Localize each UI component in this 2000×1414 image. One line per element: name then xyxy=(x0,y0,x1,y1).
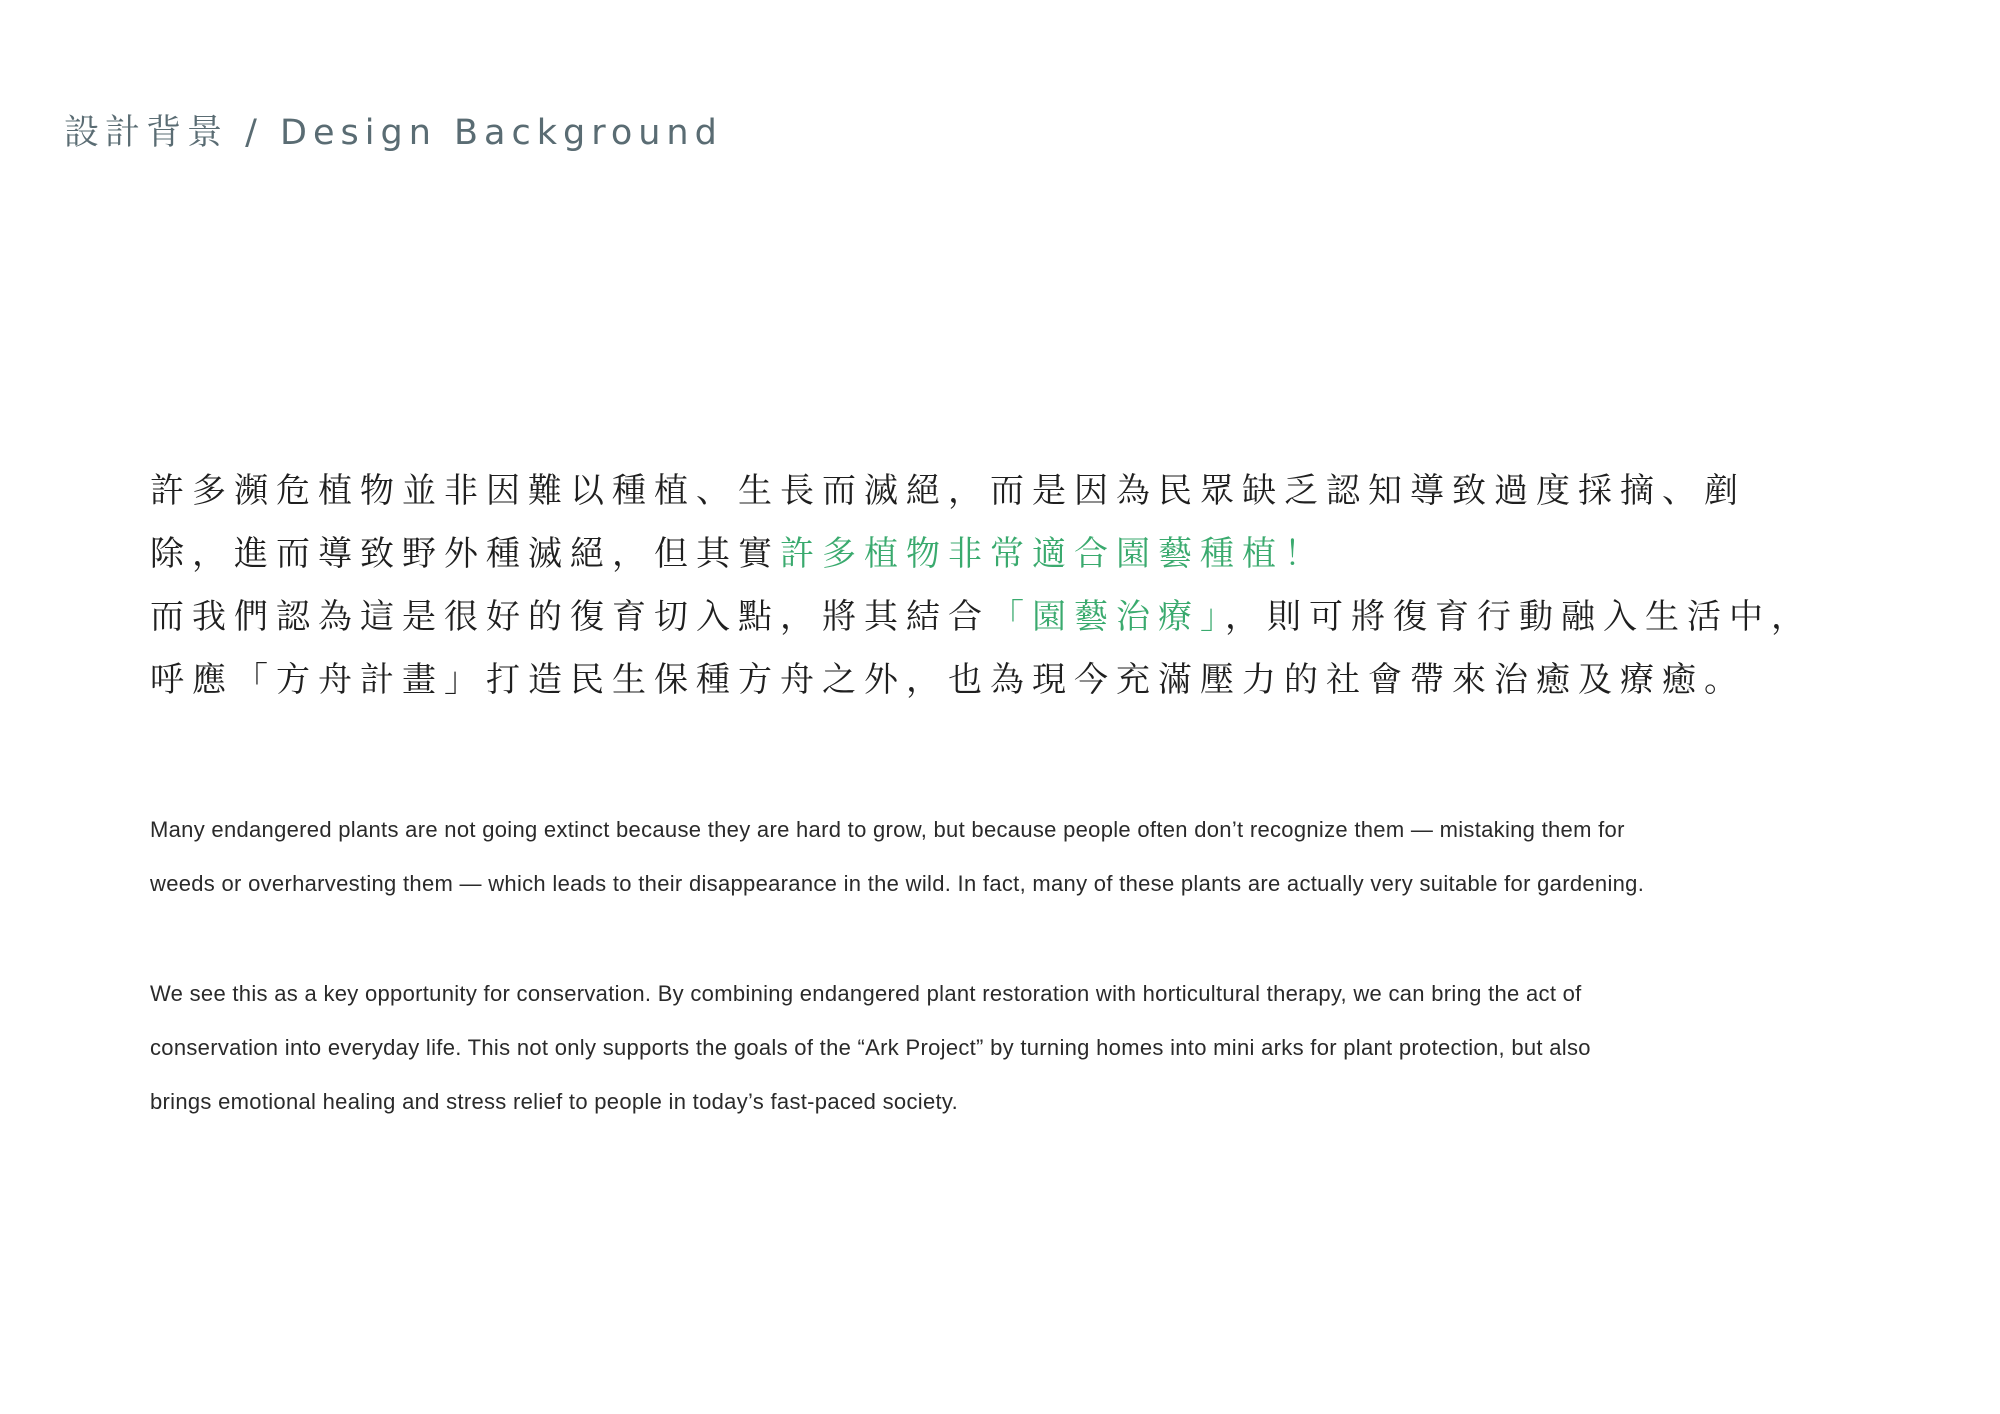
english-p2-line-2: conservation into everyday life. This not only supports the goals of the “Ark Project” by turning homes into mini arks for plant protection, but also xyxy=(150,1035,1591,1060)
page-title: 設計背景 / Design Background xyxy=(64,113,723,153)
chinese-line-1: 許多瀕危植物並非因難以種植、生長而滅絕，而是因為民眾缺乏認知導致過度採摘、剷 xyxy=(150,471,1746,511)
chinese-line-3-text-b: ，則可將復育行動融入生活中， xyxy=(1225,597,1813,637)
chinese-line-4: 呼應「方舟計畫」打造民生保種方舟之外，也為現今充滿壓力的社會帶來治癒及療癒。 xyxy=(150,660,1746,700)
english-p2-line-1: We see this as a key opportunity for conservation. By combining endangered plant restoration with horticultural therapy, we can bring the act of xyxy=(150,981,1582,1006)
english-paragraph-2 xyxy=(150,967,1930,1129)
gardening-highlight: 許多植物非常適合園藝種植！ xyxy=(780,534,1326,574)
english-paragraph-1 xyxy=(150,803,1930,911)
horticultural-therapy-highlight: 「園藝治療」 xyxy=(990,597,1225,637)
english-p1-line-2: weeds or overharvesting them — which leads to their disappearance in the wild. In fact, many of these plants are actually very suitable for gardening. xyxy=(150,871,1645,896)
chinese-line-3 xyxy=(150,586,1970,649)
chinese-line-2-text: 除，進而導致野外種滅絕，但其實 xyxy=(150,534,780,574)
chinese-paragraph xyxy=(150,460,1970,712)
english-p1-line-1: Many endangered plants are not going extinct because they are hard to grow, but because people often don’t recognize them — mistaking them for xyxy=(150,817,1625,842)
english-p2-line-3: brings emotional healing and stress relief to people in today’s fast-paced society. xyxy=(150,1089,958,1114)
chinese-line-2 xyxy=(150,523,1970,586)
chinese-line-3-text-a: 而我們認為這是很好的復育切入點，將其結合 xyxy=(150,597,990,637)
